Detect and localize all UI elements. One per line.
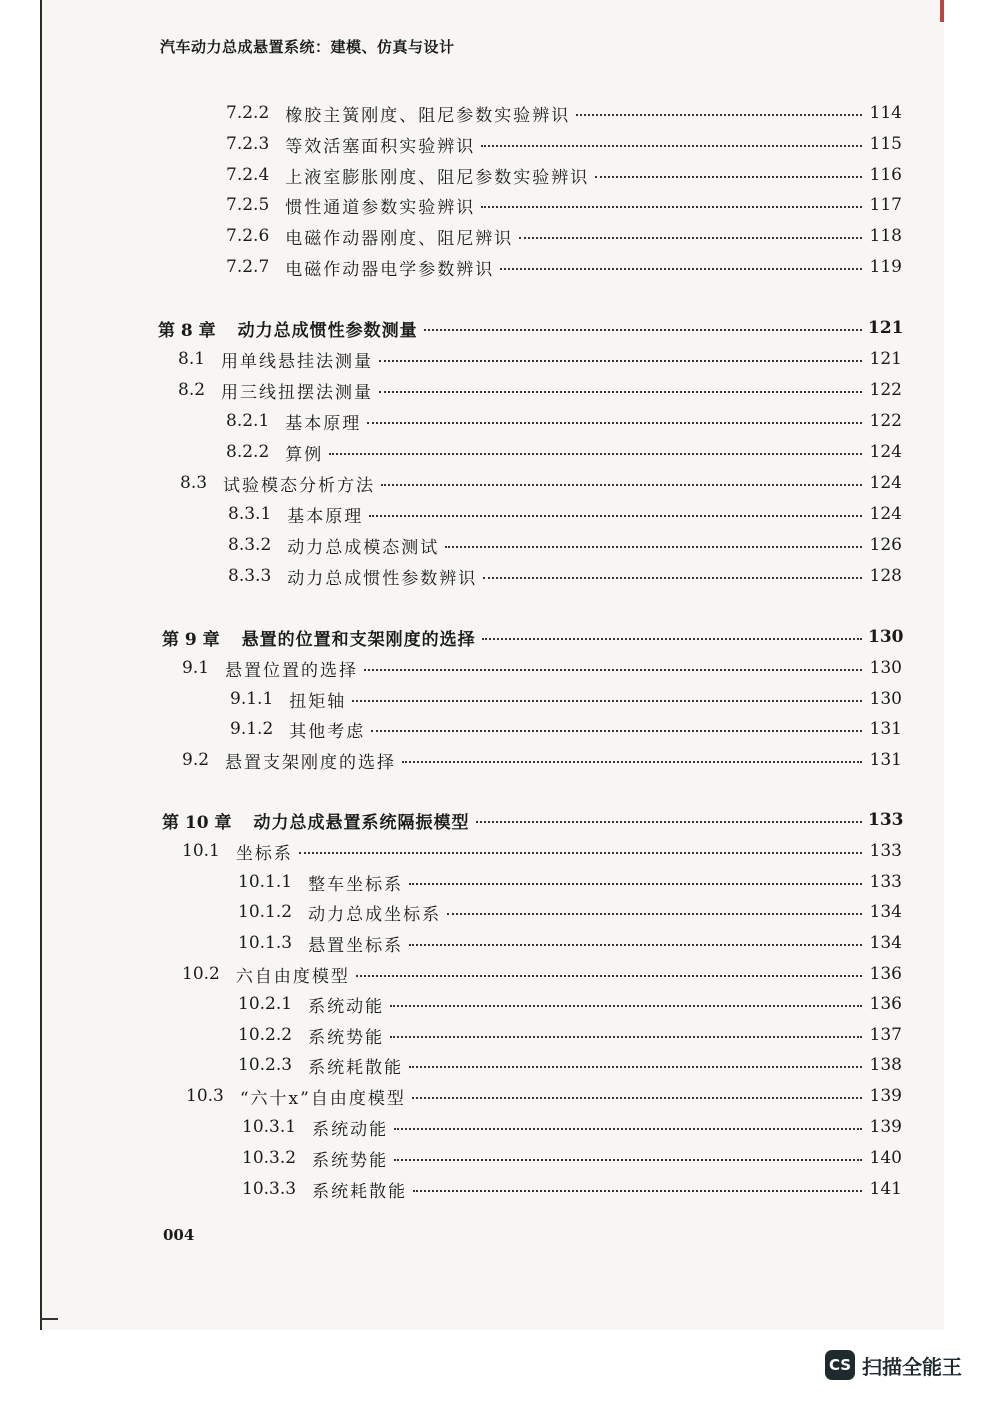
- toc-entry-page: 121: [869, 349, 902, 369]
- toc-dot-leader: [481, 196, 862, 208]
- toc-entry-row: [178, 377, 902, 403]
- toc-entry-title: 动力总成惯性参数辨识: [287, 568, 478, 589]
- toc-entry-row: [228, 501, 902, 527]
- toc-entry-number: 10.2.2: [238, 1025, 293, 1045]
- toc-entry-row: [182, 655, 902, 681]
- toc-dot-leader: [500, 258, 862, 270]
- page-number: 004: [163, 1226, 195, 1244]
- toc-dot-leader: [379, 350, 862, 362]
- toc-entry-page: 130: [869, 658, 902, 678]
- toc-entry-page: 131: [869, 750, 902, 770]
- toc-entry-number: 10.2.1: [238, 994, 293, 1014]
- toc-entry-number: 9.1.1: [230, 689, 274, 709]
- toc-dot-leader: [413, 1180, 862, 1192]
- toc-entry-row: [230, 716, 902, 742]
- toc-dot-leader: [379, 381, 862, 393]
- toc-entry-page: 136: [869, 994, 902, 1014]
- toc-entry-row: [226, 131, 902, 157]
- toc-dot-leader: [482, 628, 862, 640]
- toc-entry-number: 第 9 章: [162, 629, 220, 650]
- toc-entry-page: 128: [869, 566, 902, 586]
- toc-entry-number: 7.2.6: [226, 226, 270, 246]
- toc-entry-title: 动力总成坐标系: [308, 904, 442, 925]
- toc-entry-row: [238, 1052, 902, 1078]
- toc-entry-title: 算例: [285, 444, 324, 465]
- toc-entry-number: 第 10 章: [162, 812, 232, 833]
- toc-entry-title: 用三线扭摆法测量: [221, 382, 374, 403]
- toc-entry-title: 悬置坐标系: [308, 935, 404, 956]
- toc-entry-number: 8.2.2: [226, 442, 270, 462]
- toc-entry-page: 133: [869, 872, 902, 892]
- toc-entry-title: 系统耗散能: [312, 1181, 408, 1202]
- toc-entry-page: 124: [869, 442, 902, 462]
- toc-entry-page: 139: [869, 1117, 902, 1137]
- toc-entry-row: [226, 100, 902, 126]
- toc-dot-leader: [595, 166, 862, 178]
- toc-entry-title: 等效活塞面积实验辨识: [285, 136, 476, 157]
- toc-entry-page: 122: [869, 411, 902, 431]
- toc-entry-page: 121: [868, 318, 904, 338]
- toc-dot-leader: [476, 811, 863, 823]
- toc-entry-row: [226, 254, 902, 280]
- toc-entry-number: 8.2: [178, 380, 206, 400]
- toc-entry-row: [228, 563, 902, 589]
- toc-entry-number: 7.2.7: [226, 257, 270, 277]
- toc-dot-leader: [390, 1026, 862, 1038]
- camscanner-logo-icon: CS: [825, 1350, 855, 1380]
- toc-entry-page: 116: [869, 165, 902, 185]
- toc-entry-number: 7.2.3: [226, 134, 270, 154]
- toc-entry-page: 131: [869, 719, 902, 739]
- toc-dot-leader: [409, 934, 862, 946]
- toc-dot-leader: [402, 751, 862, 763]
- toc-entry-page: 130: [869, 689, 902, 709]
- toc-entry-title: 坐标系: [235, 843, 293, 864]
- toc-dot-leader: [352, 690, 862, 702]
- toc-entry-page: 124: [869, 473, 902, 493]
- toc-entry-page: 134: [869, 933, 902, 953]
- toc-dot-leader: [381, 474, 862, 486]
- toc-dot-leader: [483, 567, 862, 579]
- toc-entry-row: [226, 223, 902, 249]
- toc-entry-page: 136: [869, 964, 902, 984]
- toc-entry-page: 126: [869, 535, 902, 555]
- toc-entry-number: 8.3.3: [228, 566, 272, 586]
- toc-entry-page: 137: [869, 1025, 902, 1045]
- toc-entry-page: 130: [868, 627, 904, 647]
- toc-dot-leader: [445, 536, 862, 548]
- toc-entry-title: 电磁作动器刚度、阻尼辨识: [285, 228, 514, 249]
- toc-dot-leader: [364, 659, 862, 671]
- toc-dot-leader: [409, 873, 862, 885]
- toc-entry-number: 第 8 章: [158, 320, 216, 341]
- toc-entry-row: [178, 346, 902, 372]
- toc-entry-page: 115: [869, 134, 902, 154]
- toc-entry-row: [242, 1114, 902, 1140]
- toc-entry-row: [238, 991, 902, 1017]
- toc-entry-title: 动力总成惯性参数测量: [237, 320, 418, 341]
- toc-entry-page: 124: [869, 504, 902, 524]
- toc-entry-row: [226, 408, 902, 434]
- toc-entry-page: 133: [868, 810, 904, 830]
- toc-dot-leader: [369, 505, 862, 517]
- toc-entry-page: 140: [869, 1148, 902, 1168]
- toc-entry-title: 惯性通道参数实验辨识: [285, 197, 476, 218]
- toc-entry-title: 电磁作动器电学参数辨识: [285, 259, 495, 280]
- toc-dot-leader: [576, 104, 862, 116]
- toc-dot-leader: [329, 443, 862, 455]
- toc-entry-page: 122: [869, 380, 902, 400]
- toc-entry-page: 114: [869, 103, 902, 123]
- toc-entry-number: 9.1: [182, 658, 210, 678]
- scanner-watermark: [825, 1350, 962, 1380]
- toc-dot-leader: [394, 1118, 862, 1130]
- toc-entry-number: 10.1.1: [238, 872, 293, 892]
- toc-dot-leader: [394, 1149, 862, 1161]
- toc-entry-row: [238, 869, 902, 895]
- toc-entry-number: 9.2: [182, 750, 210, 770]
- toc-entry-number: 10.3.3: [242, 1179, 297, 1199]
- page-edge-mark: [40, 1318, 58, 1320]
- toc-entry-number: 9.1.2: [230, 719, 274, 739]
- toc-entry-row: [186, 1083, 902, 1109]
- toc-entry-number: 10.3: [186, 1086, 224, 1106]
- toc-entry-row: [182, 838, 902, 864]
- toc-entry-row: [182, 961, 902, 987]
- toc-entry-row: [238, 1022, 902, 1048]
- toc-entry-title: 上液室膨胀刚度、阻尼参数实验辨识: [285, 167, 590, 188]
- toc-dot-leader: [367, 412, 862, 424]
- toc-entry-title: 系统势能: [312, 1150, 389, 1171]
- watermark-text: 扫描全能王: [862, 1354, 962, 1379]
- toc-entry-title: 系统势能: [308, 1027, 385, 1048]
- toc-entry-title: 系统动能: [312, 1119, 389, 1140]
- toc-entry-number: 7.2.5: [226, 195, 270, 215]
- toc-dot-leader: [390, 995, 862, 1007]
- toc-entry-title: 整车坐标系: [308, 874, 404, 895]
- toc-entry-page: 119: [869, 257, 902, 277]
- toc-dot-leader: [481, 135, 862, 147]
- toc-entry-title: 其他考虑: [289, 721, 366, 742]
- toc-entry-title: 扭矩轴: [289, 691, 347, 712]
- toc-entry-number: 8.3: [180, 473, 208, 493]
- toc-entry-title: 基本原理: [287, 506, 364, 527]
- toc-chapter-row: [162, 807, 902, 833]
- toc-entry-page: 117: [869, 195, 902, 215]
- toc-entry-page: 139: [869, 1086, 902, 1106]
- toc-entry-page: 134: [869, 902, 902, 922]
- toc-entry-number: 10.3.2: [242, 1148, 297, 1168]
- toc-chapter-row: [158, 315, 902, 341]
- toc-entry-title: “六十x”自由度模型: [239, 1088, 406, 1109]
- toc-entry-page: 118: [869, 226, 902, 246]
- toc-entry-number: 10.1.3: [238, 933, 293, 953]
- running-header: 汽车动力总成悬置系统：建模、仿真与设计: [160, 38, 455, 56]
- toc-entry-row: [182, 747, 902, 773]
- toc-entry-row: [230, 686, 902, 712]
- toc-entry-row: [228, 532, 902, 558]
- toc-dot-leader: [371, 720, 862, 732]
- toc-dot-leader: [519, 227, 862, 239]
- toc-dot-leader: [424, 319, 862, 331]
- toc-entry-row: [226, 192, 902, 218]
- toc-entry-title: 动力总成模态测试: [287, 537, 440, 558]
- toc-entry-title: 基本原理: [285, 413, 362, 434]
- toc-entry-row: [242, 1176, 902, 1202]
- toc-entry-number: 10.1.2: [238, 902, 293, 922]
- toc-entry-number: 8.1: [178, 349, 206, 369]
- toc-entry-title: 试验模态分析方法: [223, 475, 376, 496]
- toc-entry-number: 8.3.2: [228, 535, 272, 555]
- toc-dot-leader: [409, 1056, 862, 1068]
- toc-entry-title: 动力总成悬置系统隔振模型: [253, 812, 470, 833]
- toc-entry-title: 用单线悬挂法测量: [221, 351, 374, 372]
- toc-entry-page: 133: [869, 841, 902, 861]
- toc-entry-number: 10.2.3: [238, 1055, 293, 1075]
- toc-entry-number: 8.2.1: [226, 411, 270, 431]
- toc-entry-row: [180, 470, 902, 496]
- toc-entry-row: [226, 162, 902, 188]
- toc-entry-row: [238, 930, 902, 956]
- toc-dot-leader: [447, 903, 862, 915]
- toc-chapter-row: [162, 624, 902, 650]
- toc-dot-leader: [412, 1087, 862, 1099]
- toc-entry-title: 悬置的位置和支架刚度的选择: [241, 629, 476, 650]
- toc-entry-number: 10.1: [182, 841, 220, 861]
- toc-entry-number: 7.2.4: [226, 165, 270, 185]
- toc-entry-title: 悬置支架刚度的选择: [225, 752, 397, 773]
- toc-entry-row: [242, 1145, 902, 1171]
- toc-dot-leader: [299, 842, 862, 854]
- toc-entry-title: 橡胶主簧刚度、阻尼参数实验辨识: [285, 105, 571, 126]
- toc-dot-leader: [356, 965, 862, 977]
- toc-entry-number: 8.3.1: [228, 504, 272, 524]
- toc-entry-number: 10.3.1: [242, 1117, 297, 1137]
- toc-entry-page: 141: [869, 1179, 902, 1199]
- toc-entry-row: [226, 439, 902, 465]
- toc-entry-title: 六自由度模型: [235, 966, 350, 987]
- toc-entry-title: 系统耗散能: [308, 1057, 404, 1078]
- toc-entry-number: 7.2.2: [226, 103, 270, 123]
- toc-entry-number: 10.2: [182, 964, 220, 984]
- toc-entry-title: 系统动能: [308, 996, 385, 1017]
- toc-entry-page: 138: [869, 1055, 902, 1075]
- toc-entry-row: [238, 899, 902, 925]
- toc-entry-title: 悬置位置的选择: [225, 660, 359, 681]
